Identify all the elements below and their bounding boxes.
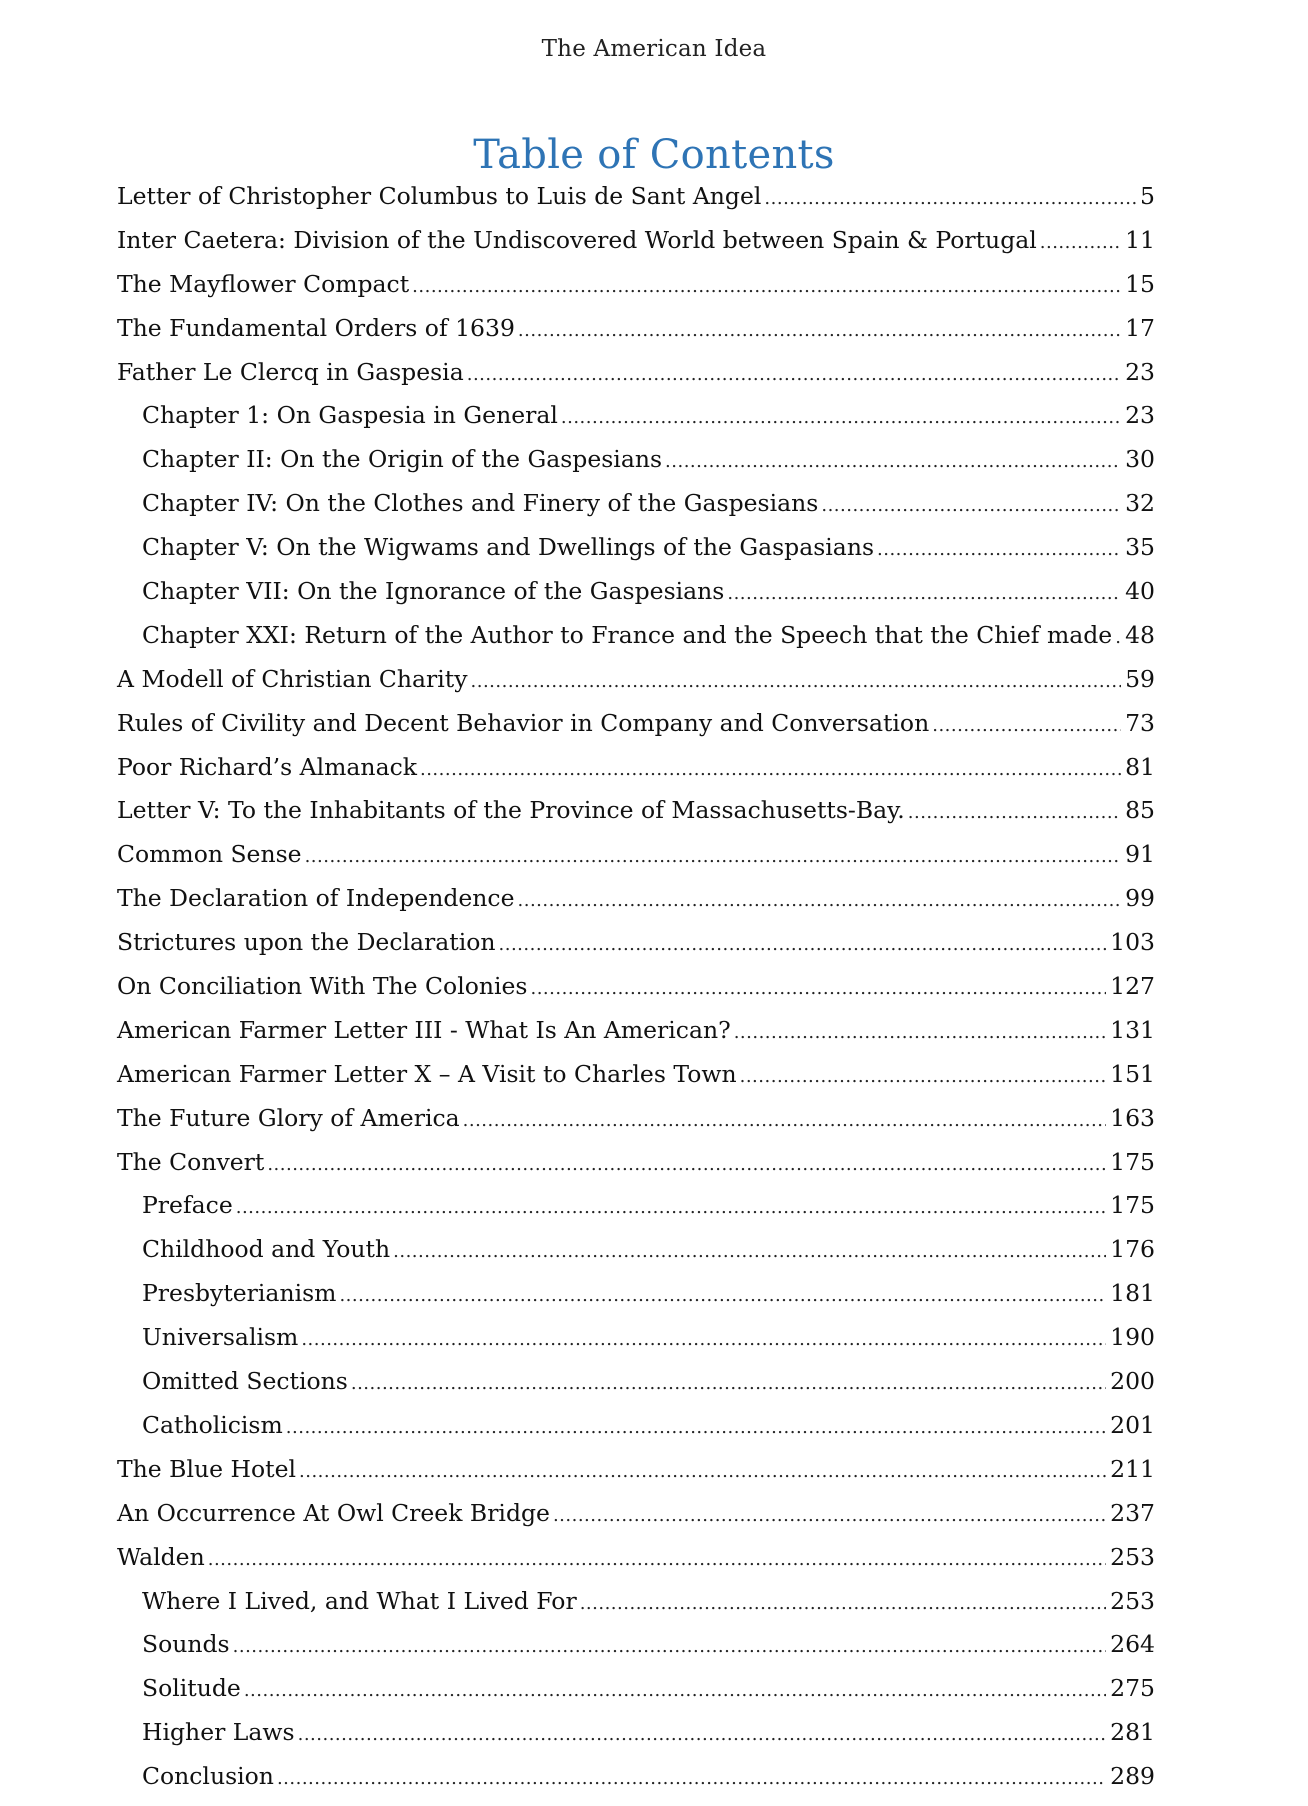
- toc-entry[interactable]: [117, 884, 1155, 928]
- toc-entry-label: Conclusion: [142, 1762, 274, 1791]
- running-header: The American Idea: [541, 36, 767, 62]
- toc-entry-label: Chapter 1: On Gaspesia in General: [142, 401, 558, 430]
- dot-leader: [821, 495, 1121, 516]
- toc-entry-label: A Modell of Christian Charity: [117, 664, 468, 693]
- toc-entry-label: Letter V: To the Inhabitants of the Province of Massachusetts-Bay.: [117, 796, 905, 825]
- toc-page-number: 35: [1125, 533, 1155, 562]
- toc-page-number: 48: [1125, 620, 1155, 649]
- toc-entry-label: The Future Glory of America: [117, 1103, 460, 1132]
- toc-entry[interactable]: [117, 840, 1155, 884]
- toc-page-number: 73: [1125, 708, 1155, 737]
- dot-leader: [727, 583, 1121, 604]
- dot-leader: [305, 846, 1122, 867]
- toc-entry[interactable]: [117, 709, 1155, 753]
- toc-page-number: 32: [1125, 489, 1155, 518]
- toc-entry-label: Solitude: [142, 1674, 241, 1703]
- toc-entry[interactable]: [117, 358, 1155, 402]
- toc-entry-label: American Farmer Letter X – A Visit to Charles Town: [117, 1059, 737, 1088]
- toc-entry[interactable]: [117, 1060, 1155, 1104]
- dot-leader: [236, 1197, 1106, 1218]
- toc-subentry[interactable]: [117, 401, 1155, 445]
- dot-leader: [877, 539, 1121, 560]
- toc-page-number: 11: [1125, 225, 1155, 254]
- toc-entry-label: Sounds: [142, 1630, 230, 1659]
- toc-subentry[interactable]: [117, 1323, 1155, 1367]
- toc-page-number: 281: [1110, 1718, 1155, 1747]
- dot-leader: [233, 1636, 1107, 1657]
- table-of-contents: [117, 182, 1155, 1806]
- dot-leader: [244, 1680, 1106, 1701]
- dot-leader: [277, 1768, 1106, 1789]
- toc-entry-label: The Blue Hotel: [117, 1454, 296, 1483]
- toc-page-number: 211: [1110, 1454, 1155, 1483]
- toc-entry[interactable]: [117, 928, 1155, 972]
- dot-leader: [518, 320, 1121, 341]
- dot-leader: [740, 1066, 1107, 1087]
- toc-subentry[interactable]: [117, 577, 1155, 621]
- toc-entry-label: Presbyterianism: [142, 1279, 337, 1308]
- toc-page-number: 15: [1125, 269, 1155, 298]
- toc-entry-label: American Farmer Letter III - What Is An American?: [117, 1015, 731, 1044]
- toc-entry-label: Omitted Sections: [142, 1367, 348, 1396]
- toc-entry[interactable]: [117, 796, 1155, 840]
- dot-leader: [561, 407, 1121, 428]
- dot-leader: [518, 890, 1122, 911]
- dot-leader: [208, 1549, 1106, 1570]
- toc-page-number: 99: [1125, 884, 1155, 913]
- dot-leader: [420, 759, 1121, 780]
- dot-leader: [463, 1110, 1107, 1131]
- dot-leader: [580, 1593, 1106, 1614]
- toc-page-number: 17: [1125, 313, 1155, 342]
- toc-entry-label: Chapter IV: On the Clothes and Finery of the Gaspesians: [142, 489, 819, 518]
- toc-subentry[interactable]: [117, 1587, 1155, 1631]
- toc-page-number: 23: [1125, 357, 1155, 386]
- dot-leader: [1040, 232, 1121, 253]
- toc-entry-label: Higher Laws: [142, 1718, 295, 1747]
- toc-page-number: 81: [1125, 752, 1155, 781]
- toc-entry-label: Rules of Civility and Decent Behavior in Company and Conversation: [117, 708, 930, 737]
- toc-page-number: 201: [1110, 1410, 1155, 1439]
- toc-entry[interactable]: [117, 1455, 1155, 1499]
- toc-page-number: 5: [1140, 182, 1155, 210]
- toc-subentry[interactable]: [117, 1367, 1155, 1411]
- toc-entry-label: Universalism: [142, 1323, 299, 1352]
- toc-entry[interactable]: [117, 1543, 1155, 1587]
- toc-title: Table of Contents: [473, 132, 835, 178]
- toc-subentry[interactable]: [117, 1762, 1155, 1806]
- dot-leader: [467, 364, 1121, 385]
- toc-entry[interactable]: [117, 753, 1155, 797]
- toc-page-number: 176: [1110, 1235, 1155, 1264]
- dot-leader: [499, 934, 1107, 955]
- toc-entry-label: Where I Lived, and What I Lived For: [142, 1586, 577, 1615]
- toc-subentry[interactable]: [117, 1191, 1155, 1235]
- toc-page-number: 275: [1110, 1674, 1155, 1703]
- toc-entry-label: The Declaration of Independence: [117, 884, 515, 913]
- dot-leader: [286, 1417, 1106, 1438]
- toc-subentry[interactable]: [117, 1235, 1155, 1279]
- dot-leader: [393, 1241, 1106, 1262]
- dot-leader: [908, 802, 1121, 823]
- toc-entry-label: Chapter VII: On the Ignorance of the Gaspesians: [142, 577, 725, 606]
- toc-subentry[interactable]: [117, 1718, 1155, 1762]
- toc-page-number: 237: [1110, 1498, 1155, 1527]
- toc-subentry[interactable]: [117, 1279, 1155, 1323]
- dot-leader: [553, 1505, 1106, 1526]
- toc-page-number: 23: [1125, 401, 1155, 430]
- toc-entry-label: Catholicism: [142, 1410, 283, 1439]
- dot-leader: [471, 671, 1122, 692]
- toc-entry[interactable]: [117, 182, 1155, 226]
- toc-entry-label: Letter of Christopher Columbus to Luis de Sant Angel: [117, 182, 762, 210]
- dot-leader: [734, 1022, 1106, 1043]
- toc-entry-label: Childhood and Youth: [142, 1235, 391, 1264]
- toc-entry[interactable]: [117, 270, 1155, 314]
- toc-entry[interactable]: [117, 1499, 1155, 1543]
- toc-subentry[interactable]: [117, 489, 1155, 533]
- toc-page-number: 163: [1110, 1103, 1155, 1132]
- toc-entry-label: Poor Richard’s Almanack: [117, 752, 417, 781]
- dot-leader: [530, 978, 1106, 999]
- toc-entry[interactable]: [117, 1104, 1155, 1148]
- dot-leader: [299, 1461, 1106, 1482]
- toc-page-number: 127: [1110, 972, 1155, 1001]
- toc-page-number: 131: [1110, 1015, 1155, 1044]
- toc-entry-label: Father Le Clercq in Gaspesia: [117, 357, 464, 386]
- toc-subentry[interactable]: [117, 1674, 1155, 1718]
- toc-subentry[interactable]: [117, 445, 1155, 489]
- toc-page-number: 181: [1110, 1279, 1155, 1308]
- dot-leader: [267, 1154, 1106, 1175]
- toc-page-number: 190: [1110, 1323, 1155, 1352]
- toc-page-number: 103: [1110, 928, 1155, 957]
- toc-page-number: 175: [1110, 1191, 1155, 1220]
- dot-leader: [764, 188, 1136, 209]
- toc-entry-label: The Convert: [117, 1147, 265, 1176]
- toc-entry[interactable]: [117, 226, 1155, 270]
- toc-subentry[interactable]: [117, 533, 1155, 577]
- toc-entry-label: Walden: [117, 1542, 205, 1571]
- toc-page-number: 30: [1125, 445, 1155, 474]
- toc-entry-label: Chapter XXI: Return of the Author to France and the Speech that the Chief made: [142, 620, 1113, 649]
- toc-entry-label: The Mayflower Compact: [117, 269, 410, 298]
- toc-entry-label: On Conciliation With The Colonies: [117, 972, 528, 1001]
- dot-leader: [932, 715, 1121, 736]
- toc-page-number: 253: [1110, 1542, 1155, 1571]
- toc-entry-label: Common Sense: [117, 840, 302, 869]
- dot-leader: [339, 1285, 1106, 1306]
- toc-entry[interactable]: [117, 665, 1155, 709]
- toc-entry[interactable]: [117, 972, 1155, 1016]
- toc-subentry[interactable]: [117, 1411, 1155, 1455]
- toc-page-number: 85: [1125, 796, 1155, 825]
- dot-leader: [298, 1724, 1107, 1745]
- toc-page-number: 91: [1125, 840, 1155, 869]
- toc-page-number: 289: [1110, 1762, 1155, 1791]
- toc-page-number: 264: [1110, 1630, 1155, 1659]
- toc-entry-label: Inter Caetera: Division of the Undiscovered World between Spain & Portugal: [117, 225, 1037, 254]
- dot-leader: [351, 1373, 1106, 1394]
- toc-subentry[interactable]: [117, 621, 1155, 665]
- toc-entry[interactable]: [117, 314, 1155, 358]
- toc-page-number: 253: [1110, 1586, 1155, 1615]
- toc-entry-label: Strictures upon the Declaration: [117, 928, 496, 957]
- toc-entry[interactable]: [117, 1148, 1155, 1192]
- toc-page-number: 175: [1110, 1147, 1155, 1176]
- toc-entry-label: Chapter II: On the Origin of the Gaspesians: [142, 445, 663, 474]
- dot-leader: [412, 276, 1121, 297]
- toc-page-number: 151: [1110, 1059, 1155, 1088]
- toc-subentry[interactable]: [117, 1630, 1155, 1674]
- toc-entry-label: Preface: [142, 1191, 233, 1220]
- toc-entry-label: Chapter V: On the Wigwams and Dwellings of the Gaspasians: [142, 533, 875, 562]
- toc-entry[interactable]: [117, 1016, 1155, 1060]
- toc-entry-label: The Fundamental Orders of 1639: [117, 313, 515, 342]
- dot-leader: [665, 451, 1121, 472]
- toc-page-number: 200: [1110, 1367, 1155, 1396]
- toc-page-number: 59: [1125, 664, 1155, 693]
- toc-entry-label: An Occurrence At Owl Creek Bridge: [117, 1498, 550, 1527]
- toc-page-number: 40: [1125, 577, 1155, 606]
- dot-leader: [301, 1329, 1106, 1350]
